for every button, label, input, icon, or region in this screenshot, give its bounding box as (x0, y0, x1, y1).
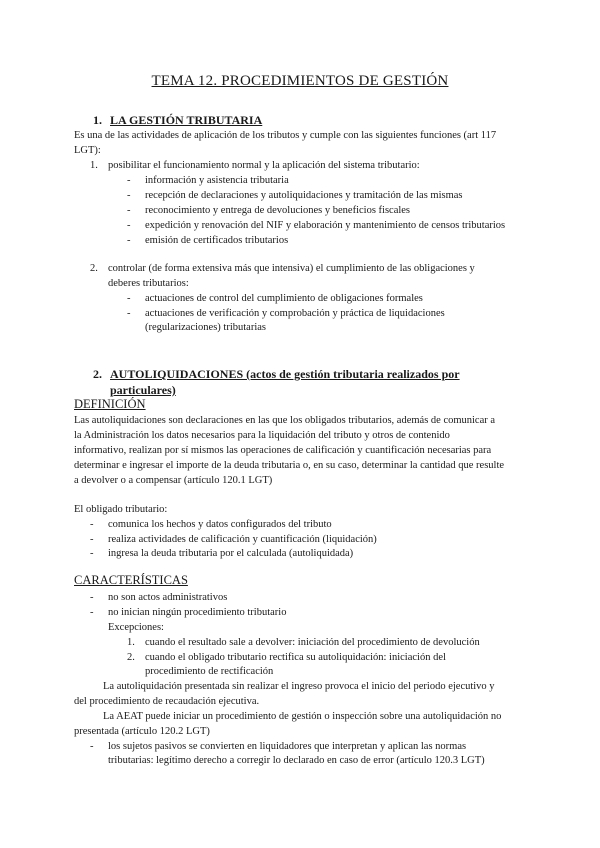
item1-bullet-4: expedición y renovación del NIF y elaboración y mantenimiento de censos tributarios (145, 220, 506, 231)
definicion-line5: a devolver o a compensar (artículo 120.1 LGT) (74, 475, 273, 486)
bullet-dash: - (127, 308, 131, 319)
section1-intro-line2: LGT): (74, 145, 101, 156)
bullet-dash: - (127, 175, 131, 186)
section2-heading (93, 366, 460, 382)
excepciones-label: Excepciones: (108, 622, 164, 633)
obligado-bullet-3: ingresa la deuda tributaria por el calculada (autoliquidada) (108, 548, 354, 559)
last-bullet-line2: tributarias: legítimo derecho a corregir lo declarado en caso de error (artículo 120.3 LGT) (108, 755, 485, 766)
item1-text: posibilitar el funcionamiento normal y la aplicación del sistema tributario: (108, 160, 420, 171)
bullet-dash: - (127, 293, 131, 304)
item2-line1: controlar (de forma extensiva más que intensiva) el cumplimiento de las obligaciones y (108, 263, 475, 274)
para2-line2: presentada (artículo 120.2 LGT) (74, 726, 210, 737)
section2-title-line2: particulares) (110, 383, 176, 397)
excepcion1-text: cuando el resultado sale a devolver: iniciación del procedimiento de devolución (145, 637, 480, 648)
section1-heading (93, 112, 262, 128)
para1-line2: del procedimiento de recaudación ejecutiva. (74, 696, 260, 707)
excepcion2-line1: cuando el obligado tributario rectifica su autoliquidación: iniciación del (145, 652, 446, 663)
para1-line1: La autoliquidación presentada sin realizar el ingreso provoca el inicio del periodo ejecutivo y (103, 681, 495, 692)
definicion-line2: la Administración los datos necesarios para la liquidación del tributo y otros de contenido (74, 430, 450, 441)
caracteristicas-bullet-1: no son actos administrativos (108, 592, 228, 603)
section2-title-line1: AUTOLIQUIDACIONES (actos de gestión tributaria realizados por (110, 367, 460, 381)
excepcion1-number: 1. (127, 637, 135, 648)
section2-number: 2. (93, 367, 102, 381)
definicion-subheading: DEFINICIÓN (74, 397, 146, 411)
caracteristicas-subheading: CARACTERÍSTICAS (74, 573, 188, 587)
obligado-intro: El obligado tributario: (74, 504, 168, 515)
excepcion2-line2: procedimiento de rectificación (145, 666, 274, 677)
obligado-bullet-1: comunica los hechos y datos configurados del tributo (108, 519, 332, 530)
item1-number: 1. (90, 160, 98, 171)
definicion-line4: determinar e ingresar el importe de la deuda tributaria o, en su caso, determinar la cantidad que resulte (74, 460, 505, 471)
bullet-dash: - (127, 190, 131, 201)
obligado-bullet-2: realiza actividades de calificación y cuantificación (liquidación) (108, 534, 377, 545)
section1-title: LA GESTIÓN TRIBUTARIA (110, 113, 263, 127)
bullet-dash: - (90, 519, 94, 530)
item2-bullet-2-line2: (regularizaciones) tributarias (145, 322, 266, 333)
item1-bullet-3: reconocimiento y entrega de devoluciones y beneficios fiscales (145, 205, 411, 216)
bullet-dash: - (90, 592, 94, 603)
bullet-dash: - (127, 235, 131, 246)
section1-number: 1. (93, 113, 102, 127)
bullet-dash: - (90, 741, 94, 752)
section2-heading-cont (110, 382, 176, 398)
section1-intro-line1: Es una de las actividades de aplicación de los tributos y cumple con las siguientes funciones (art 117 (74, 130, 497, 141)
item2-bullet-1: actuaciones de control del cumplimiento de obligaciones formales (145, 293, 423, 304)
item1-bullet-5: emisión de certificados tributarios (145, 235, 289, 246)
item2-bullet-2-line1: actuaciones de verificación y comprobación y práctica de liquidaciones (145, 308, 445, 319)
item2-line2: deberes tributarios: (108, 278, 189, 289)
last-bullet-line1: los sujetos pasivos se convierten en liquidadores que interpretan y aplican las normas (108, 741, 467, 752)
definicion-line3: informativo, realizan por sí mismos las operaciones de calificación y cuantificación necesarias para (74, 445, 492, 456)
bullet-dash: - (127, 220, 131, 231)
item2-number: 2. (90, 263, 98, 274)
item1-bullet-2: recepción de declaraciones y autoliquidaciones y tramitación de las mismas (145, 190, 463, 201)
item1-bullet-1: información y asistencia tributaria (145, 175, 289, 186)
definicion-line1: Las autoliquidaciones son declaraciones en las que los obligados tributarios, además de comunicar a (74, 415, 496, 426)
caracteristicas-bullet-2: no inician ningún procedimiento tributario (108, 607, 287, 618)
page-title: TEMA 12. PROCEDIMIENTOS DE GESTIÓN (151, 73, 449, 89)
bullet-dash: - (90, 548, 94, 559)
bullet-dash: - (127, 205, 131, 216)
excepcion2-number: 2. (127, 652, 135, 663)
para2-line1: La AEAT puede iniciar un procedimiento de gestión o inspección sobre una autoliquidación no (103, 711, 502, 722)
bullet-dash: - (90, 534, 94, 545)
bullet-dash: - (90, 607, 94, 618)
